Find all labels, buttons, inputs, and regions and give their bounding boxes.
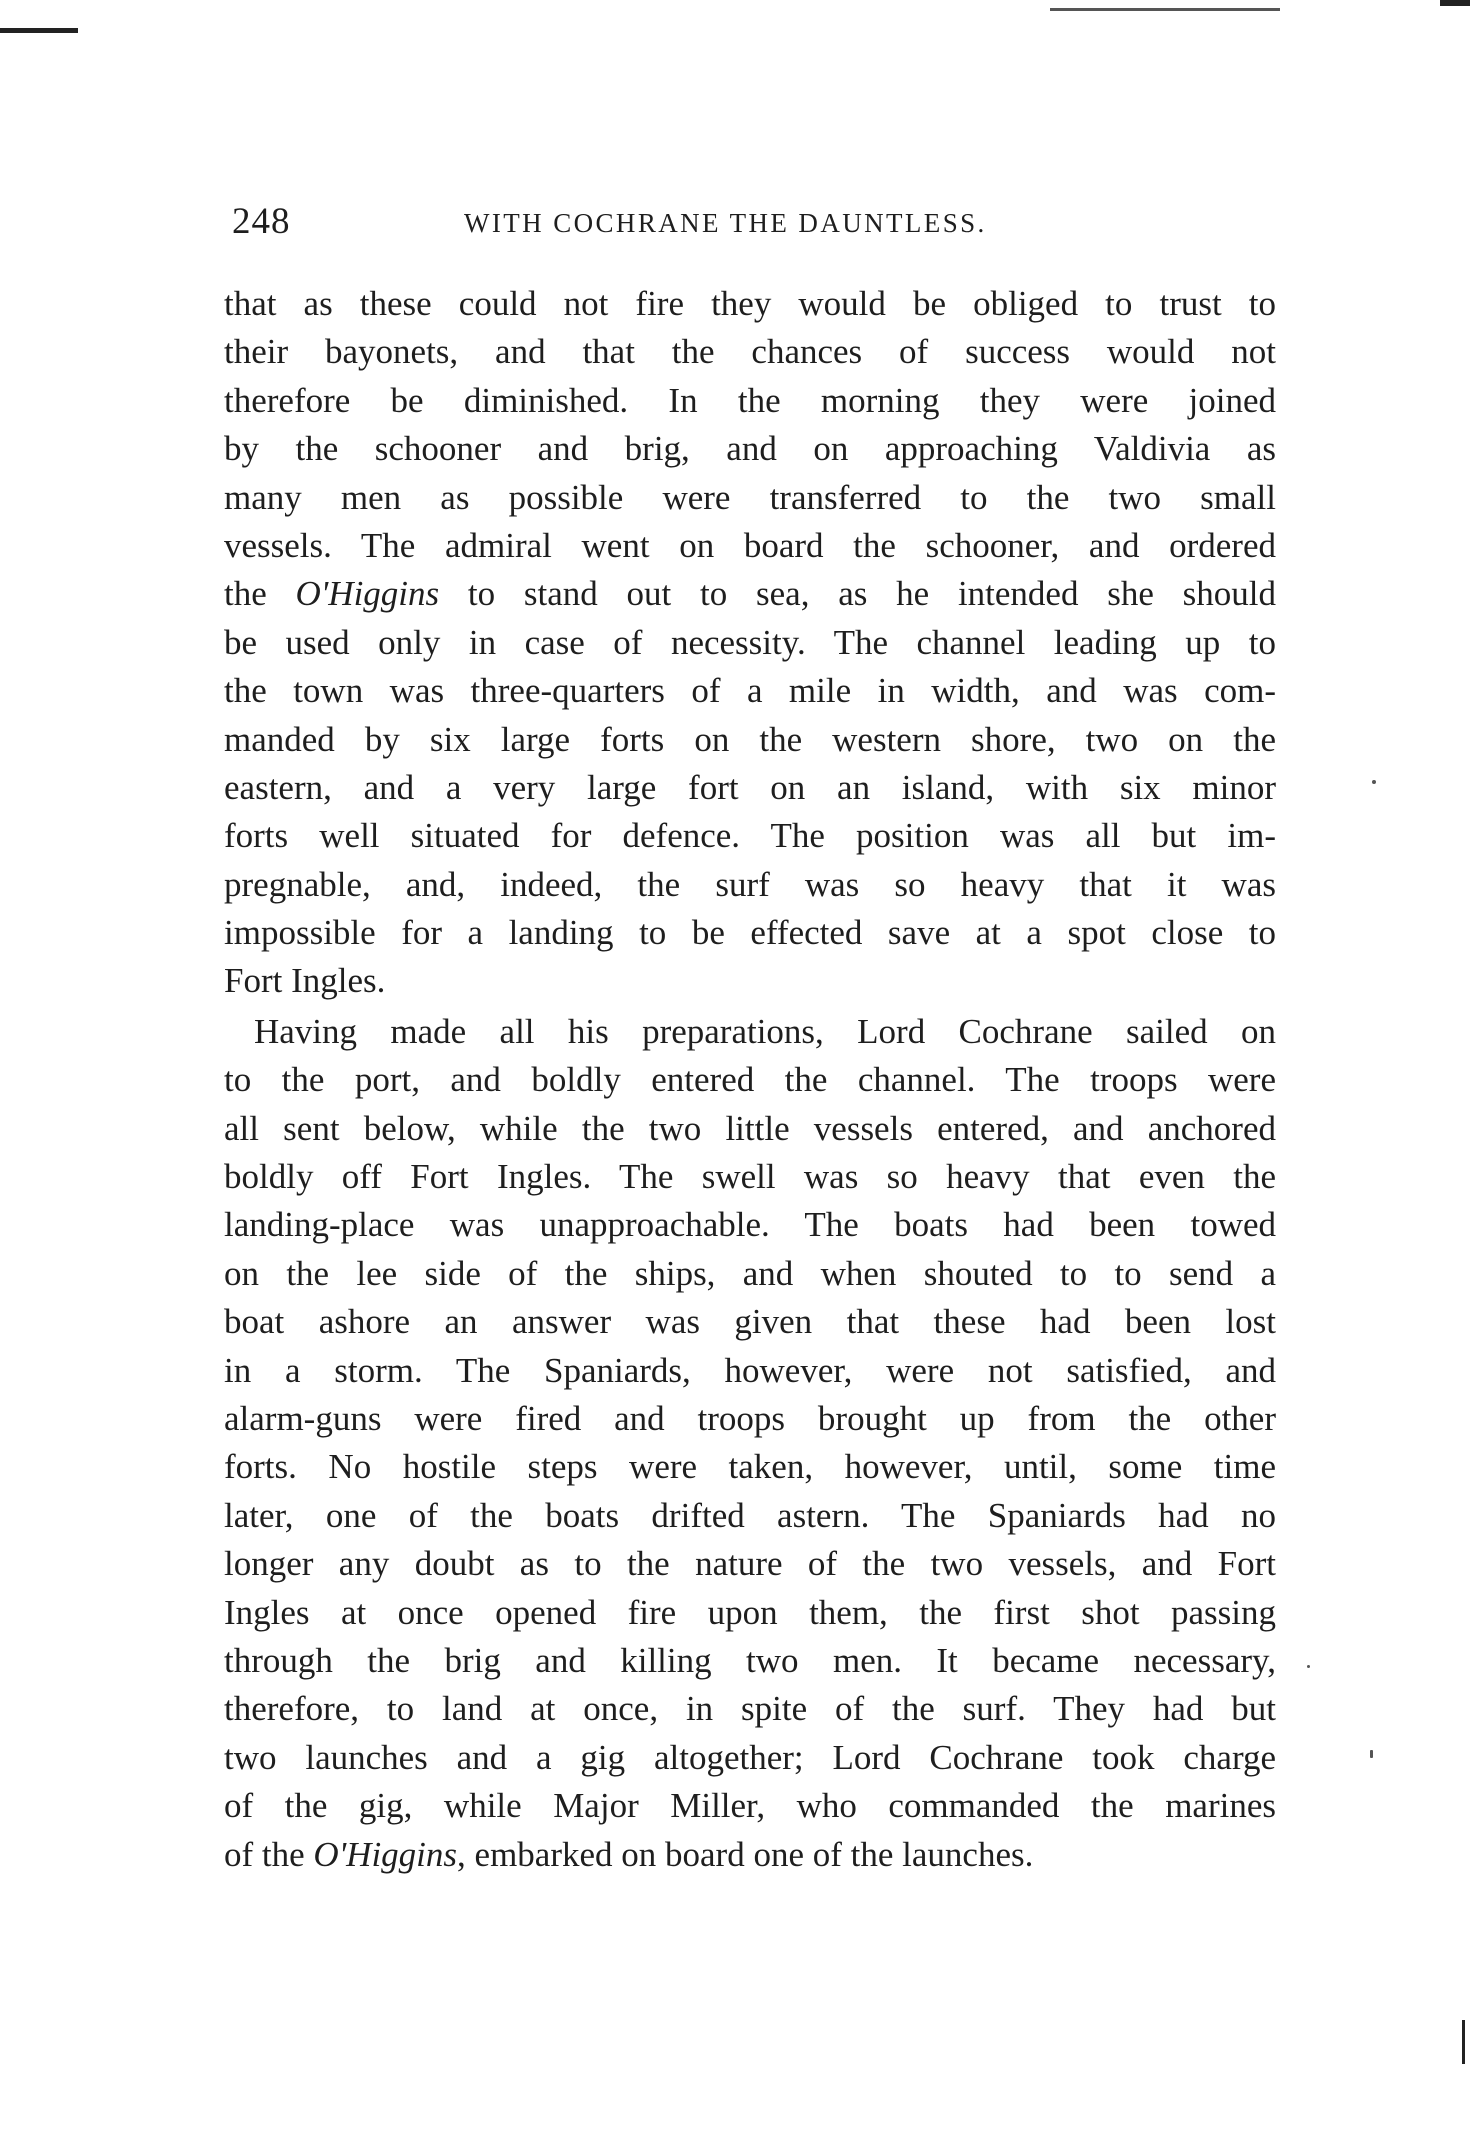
text-line: later, one of the boats drifted astern. The Spaniards had no <box>224 1495 1276 1535</box>
text-line: landing-place was unapproachable. The boats had been towed <box>224 1205 1276 1245</box>
text-line-start: the <box>224 574 296 614</box>
text-line: on the lee side of the ships, and when shouted to to send a <box>224 1253 1276 1293</box>
speck <box>1307 1665 1310 1668</box>
page-header <box>232 200 1277 250</box>
text-line: of the gig, while Major Miller, who commanded the marines <box>224 1786 1276 1826</box>
text-line: Fort Ingles. <box>224 961 386 1001</box>
text-line: Ingles at once opened fire upon them, the first shot passing <box>224 1592 1276 1632</box>
text-line: the town was three-quarters of a mile in width, and was com- <box>224 671 1276 711</box>
text-line: many men as possible were transferred to the two small <box>224 477 1276 517</box>
text-line: two launches and a gig altogether; Lord Cochrane took charge <box>224 1737 1276 1777</box>
text-line: manded by six large forts on the western shore, two on the <box>224 719 1276 759</box>
text-line <box>224 570 1276 618</box>
text-line: their bayonets, and that the chances of success would not <box>224 332 1276 372</box>
text-line: forts well situated for defence. The position was all but im- <box>224 816 1276 856</box>
text-line: to the port, and boldly entered the channel. The troops were <box>224 1060 1276 1100</box>
speck <box>1370 1750 1373 1758</box>
speck <box>1372 780 1376 784</box>
text-line: therefore, to land at once, in spite of the surf. They had but <box>224 1689 1276 1729</box>
text-line: longer any doubt as to the nature of the two vessels, and Fort <box>224 1544 1276 1584</box>
running-head: WITH COCHRANE THE DAUNTLESS. <box>464 208 987 238</box>
text-line: boldly off Fort Ingles. The swell was so heavy that even the <box>224 1157 1276 1197</box>
ship-name: O'Higgins <box>313 1834 458 1874</box>
text-line: eastern, and a very large fort on an island, with six minor <box>224 767 1276 807</box>
scan-edge-mark-top-left <box>0 28 78 33</box>
text-line: Having made all his preparations, Lord Cochrane sailed on <box>254 1011 1276 1051</box>
text-line: through the brig and killing two men. It became necessary, <box>224 1640 1276 1680</box>
text-line-start: of the <box>224 1834 314 1874</box>
scan-edge-mark-bottom-right <box>1462 2020 1465 2064</box>
scan-edge-mark-top-right <box>1050 8 1280 11</box>
text-line: be used only in case of necessity. The channel leading up to <box>224 622 1276 662</box>
text-line: forts. No hostile steps were taken, however, until, some time <box>224 1447 1276 1487</box>
text-line: boat ashore an answer was given that these had been lost <box>224 1302 1276 1342</box>
paragraph <box>224 280 1276 1006</box>
text-line: all sent below, while the two little vessels entered, and anchored <box>224 1108 1276 1148</box>
paragraph <box>224 1008 1276 1879</box>
text-line: pregnable, and, indeed, the surf was so heavy that it was <box>224 864 1276 904</box>
text-line: impossible for a landing to be effected save at a spot close to <box>224 913 1276 953</box>
text-line: alarm-guns were fired and troops brought up from the other <box>224 1398 1276 1438</box>
page-number: 248 <box>232 201 291 242</box>
text-line-end: to stand out to sea, as he intended she should <box>439 574 1276 614</box>
text-line: that as these could not fire they would be obliged to trust to <box>224 284 1276 323</box>
ship-name: O'Higgins <box>295 574 440 614</box>
text-line: therefore be diminished. In the morning they were joined <box>224 380 1276 420</box>
scan-edge-mark-top-corner <box>1440 0 1470 6</box>
text-line: vessels. The admiral went on board the schooner, and ordered <box>224 525 1276 565</box>
text-line-end: , embarked on board one of the launches. <box>457 1834 1034 1874</box>
text-line <box>224 1831 1276 1879</box>
text-line: by the schooner and brig, and on approaching Valdivia as <box>224 429 1276 469</box>
body-text <box>224 280 1276 1879</box>
text-line: in a storm. The Spaniards, however, were not satisfied, and <box>224 1350 1276 1390</box>
